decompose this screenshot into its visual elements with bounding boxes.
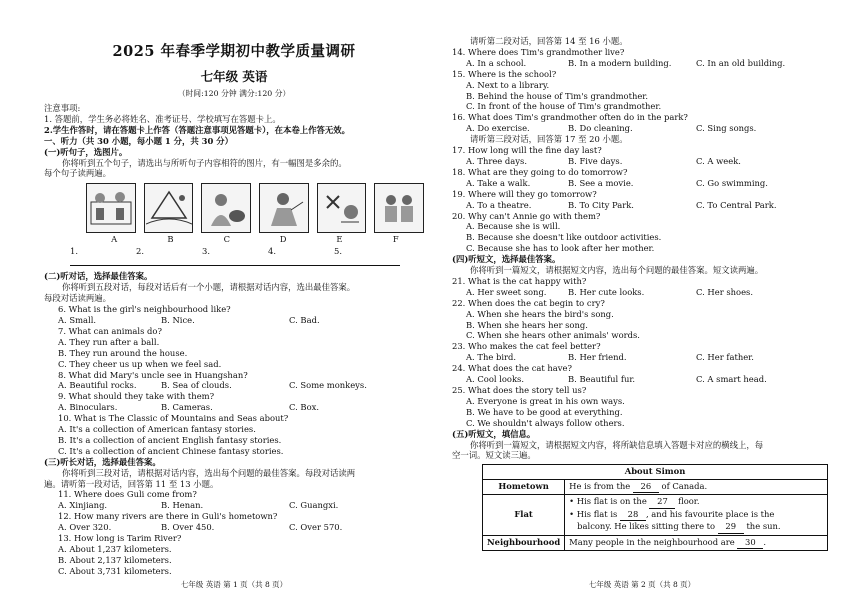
- question-14: 14. Where does Tim's grandmother live?: [452, 46, 625, 57]
- picture-label-c: C: [223, 234, 231, 245]
- q18-option-c: C. Go swimming.: [696, 177, 768, 188]
- q9-option-a: A. Binoculars.: [58, 402, 118, 413]
- q9-option-c: C. Box.: [289, 402, 320, 413]
- q19-option-a: A. To a theatre.: [466, 199, 532, 210]
- note-1: 1. 答题前，学生务必将姓名、准考证号、学校填写在答题卡上。: [44, 113, 281, 124]
- table-row-neighbourhood: [483, 535, 828, 551]
- picture-label-e: E: [336, 234, 343, 245]
- q6-option-a: A. Small.: [58, 314, 97, 325]
- picture-b: [144, 183, 194, 233]
- q6-option-b: B. Nice.: [161, 314, 195, 325]
- footer-right: 七年级 英语 第 2 页（共 8 页）: [588, 580, 696, 589]
- q21-option-a: A. Her sweet song.: [466, 286, 547, 297]
- cell-text: of Canada.: [661, 480, 708, 491]
- q17-option-a: A. Three days.: [466, 155, 527, 166]
- neighbourhood-label: Neighbourhood: [483, 535, 565, 551]
- q6-options: [44, 315, 424, 326]
- blank-line: [268, 257, 334, 266]
- q10-option-b: B. It's a collection of ancient English fantasy stories.: [58, 434, 282, 445]
- question-21: 21. What is the cat happy with?: [452, 275, 587, 286]
- q20-option-b: B. Because she doesn't like outdoor activities.: [466, 232, 662, 243]
- question-6: 6. What is the girl's neighbourhood like?: [58, 304, 231, 315]
- flat-line-1: [569, 496, 823, 509]
- blank-line: [70, 257, 136, 266]
- section2-desc2: 每段对话读两遍。: [44, 293, 111, 304]
- cell-text: balcony. He likes sitting there to: [577, 521, 716, 532]
- question-22: 22. When does the cat begin to cry?: [452, 297, 605, 308]
- q24-option-a: A. Cool looks.: [466, 374, 525, 385]
- q14-option-b: B. In a modern building.: [568, 57, 672, 68]
- picture-e: [317, 183, 367, 233]
- cell-text: He is from the: [569, 480, 631, 491]
- cell-text: • His flat is on the: [569, 496, 647, 507]
- question-7: 7. What can animals do?: [58, 325, 162, 336]
- q12-option-a: A. Over 320.: [58, 522, 112, 533]
- picture-a: [86, 183, 136, 233]
- q10-option-a: A. It's a collection of American fantasy stories.: [58, 424, 256, 435]
- q15-option-b: B. Behind the house of Tim's grandmother.: [466, 90, 649, 101]
- q14-option-a: A. In a school.: [466, 57, 527, 68]
- question-10: 10. What is The Classic of Mountains and Seas about?: [58, 413, 289, 424]
- blank-5: [334, 245, 400, 269]
- blank-number: 5.: [334, 246, 342, 257]
- q12-options: [44, 522, 424, 533]
- q24-option-c: C. A smart head.: [696, 374, 767, 385]
- question-20: 20. Why can't Annie go with them?: [452, 210, 601, 221]
- q8-option-a: A. Beautiful rocks.: [58, 380, 137, 391]
- q24-option-b: B. Beautiful fur.: [568, 374, 636, 385]
- q10-option-c: C. It's a collection of ancient Chinese fantasy stories.: [58, 445, 284, 456]
- question-19: 19. Where will they go tomorrow?: [452, 188, 597, 199]
- q13-option-c: C. About 3,731 kilometers.: [58, 565, 172, 576]
- q19-option-c: C. To Central Park.: [696, 199, 777, 210]
- q7-option-b: B. They run around the house.: [58, 347, 188, 358]
- q24-options: [452, 374, 842, 385]
- q19-option-b: B. To City Park.: [568, 199, 634, 210]
- q9-options: [44, 402, 424, 413]
- flat-label: Flat: [483, 495, 565, 536]
- time-info: （时间:120 分钟 满分:120 分）: [177, 89, 291, 98]
- blank-number: 2.: [136, 246, 144, 257]
- question-9: 9. What should they take with them?: [58, 391, 215, 402]
- flat-line-3: [569, 521, 823, 534]
- q17-options: [452, 156, 842, 167]
- answer-blanks: [70, 245, 424, 269]
- cell-text: • His flat is: [569, 508, 618, 519]
- dialogue2-intro: 请听第二段对话，回答第 14 至 16 小题。: [470, 36, 628, 46]
- q23-option-c: C. Her father.: [696, 352, 754, 363]
- question-17: 17. How long will the fine day last?: [452, 145, 602, 156]
- about-simon-table: [482, 464, 828, 551]
- cell-text: Many people in the neighbourhood are: [569, 536, 735, 547]
- question-23: 23. Who makes the cat feel better?: [452, 341, 601, 352]
- q11-option-a: A. Xinjiang.: [58, 500, 108, 511]
- q15-option-a: A. Next to a library.: [466, 79, 550, 90]
- exam-title: 2025 年春季学期初中教学质量调研: [112, 43, 356, 60]
- q22-option-a: A. When she hears the bird's song.: [466, 308, 614, 319]
- q16-option-c: C. Sing songs.: [696, 123, 757, 134]
- blank-30: 30: [737, 537, 763, 550]
- neighbourhood-cell: [565, 535, 828, 551]
- q18-options: [452, 178, 842, 189]
- q15-option-c: C. In front of the house of Tim's grandmother.: [466, 101, 662, 112]
- question-12: 12. How many rivers are there in Guli's hometown?: [58, 511, 278, 522]
- q22-option-b: B. When she hears her song.: [466, 319, 588, 330]
- right-column: [452, 0, 842, 551]
- section4-desc: 你将听到一篇短文，请根据短文内容，选出每个问题的最佳答案。短文读两遍。: [470, 265, 764, 276]
- q13-option-b: B. About 2,137 kilometers.: [58, 554, 172, 565]
- q21-options: [452, 287, 842, 298]
- section3-desc: 你将听到三段对话，请根据对话内容，选出每个问题的最佳答案。每段对话读两: [62, 467, 356, 478]
- q25-option-b: B. We have to be good at everything.: [466, 406, 623, 417]
- blank-number: 3.: [202, 246, 210, 257]
- question-16: 16. What does Tim's grandmother often do in the park?: [452, 112, 688, 123]
- flat-line-2: [569, 509, 823, 522]
- table-row-flat: [483, 495, 828, 536]
- section5-desc: 你将听到一篇短文，请根据短文内容，将所缺信息填入答题卡对应的横线上，每: [470, 439, 764, 450]
- section3-desc2: 遍。请听第一段对话，回答第 11 至 13 小题。: [44, 478, 219, 489]
- section1-desc: 你将听到五个句子，请选出与所听句子内容相符的图片，有一幅图是多余的。: [62, 157, 347, 168]
- picture-row: [86, 183, 424, 233]
- blank-27: 27: [649, 496, 675, 509]
- picture-label-a: A: [111, 234, 118, 245]
- note-2: 2.学生作答时，请在答题卡上作答（答题注意事项见答题卡），在本卷上作答无效。: [44, 124, 351, 135]
- q11-options: [44, 500, 424, 511]
- picture-f: [374, 183, 424, 233]
- hometown-cell: [565, 479, 828, 495]
- picture-labels: [86, 233, 424, 245]
- q23-option-a: A. The bird.: [466, 352, 517, 363]
- q6-option-c: C. Bad.: [289, 314, 320, 325]
- q18-option-b: B. See a movie.: [568, 177, 634, 188]
- q20-option-a: A. Because she is will.: [466, 221, 561, 232]
- q11-option-b: B. Henan.: [161, 500, 204, 511]
- blank-28: 28: [620, 509, 646, 522]
- q17-option-c: C. A week.: [696, 155, 741, 166]
- q8-option-c: C. Some monkeys.: [289, 380, 367, 391]
- q7-option-c: C. They cheer us up when we feel sad.: [58, 358, 222, 369]
- q21-option-c: C. Her shoes.: [696, 286, 754, 297]
- notes-heading: 注意事项:: [44, 103, 81, 113]
- q7-option-a: A. They run after a ball.: [58, 336, 160, 347]
- blank-3: [202, 245, 268, 269]
- section3-heading: (三)听长对话，选择最佳答案。: [44, 456, 161, 467]
- part1-heading: 一、听力（共 30 小题，每小题 1 分，共 30 分）: [44, 135, 234, 146]
- q14-options: [452, 58, 842, 69]
- blank-line: [136, 257, 202, 266]
- flat-cell: [565, 495, 828, 536]
- footer-left: 七年级 英语 第 1 页（共 8 页）: [180, 580, 288, 589]
- blank-4: [268, 245, 334, 269]
- cell-text: floor.: [678, 496, 700, 507]
- q12-option-c: C. Over 570.: [289, 522, 343, 533]
- blank-line: [334, 257, 400, 266]
- q22-option-c: C. When she hears other animals' words.: [466, 330, 640, 341]
- blank-number: 1.: [70, 246, 78, 257]
- q20-option-c: C. Because she has to look after her mother.: [466, 243, 655, 254]
- question-11: 11. Where does Guli come from?: [58, 489, 197, 500]
- q17-option-b: B. Five days.: [568, 155, 623, 166]
- section2-desc: 你将听到五段对话，每段对话后有一个小题，请根据对话内容，选出最佳答案。: [62, 282, 356, 293]
- q25-option-a: A. Everyone is great in his own ways.: [466, 395, 625, 406]
- question-15: 15. Where is the school?: [452, 68, 557, 79]
- q16-option-b: B. Do cleaning.: [568, 123, 633, 134]
- question-13: 13. How long is Tarim River?: [58, 533, 182, 544]
- question-24: 24. What does the cat have?: [452, 363, 572, 374]
- q21-option-b: B. Her cute looks.: [568, 286, 645, 297]
- picture-label-d: D: [279, 234, 287, 245]
- q19-options: [452, 200, 842, 211]
- dialogue3-intro: 请听第三段对话，回答第 17 至 20 小题。: [470, 134, 628, 145]
- picture-d: [259, 183, 309, 233]
- picture-label-f: F: [392, 234, 399, 245]
- section4-heading: (四)听短文，选择最佳答案。: [452, 254, 561, 265]
- section5-heading: (五)听短文，填信息。: [452, 428, 536, 439]
- table-row-hometown: [483, 479, 828, 495]
- blank-26: 26: [633, 481, 659, 494]
- blank-number: 4.: [268, 246, 276, 257]
- q13-option-a: A. About 1,237 kilometers.: [58, 544, 172, 554]
- q11-option-c: C. Guangxi.: [289, 500, 339, 511]
- blank-29: 29: [718, 521, 744, 534]
- hometown-label: Hometown: [483, 479, 565, 495]
- q12-option-b: B. Over 450.: [161, 522, 215, 533]
- section5-desc2: 空一词。短文读三遍。: [452, 450, 536, 461]
- section1-desc2: 每个句子读两遍。: [44, 168, 111, 179]
- q8-options: [44, 380, 424, 391]
- cell-text: , and his favourite place is the: [645, 508, 775, 519]
- q18-option-a: A. Take a walk.: [466, 177, 531, 188]
- question-25: 25. What does the story tell us?: [452, 385, 587, 395]
- left-column: [44, 0, 424, 577]
- q16-options: [452, 123, 842, 134]
- cell-text: .: [763, 536, 767, 547]
- blank-1: [70, 245, 136, 269]
- q8-option-b: B. Sea of clouds.: [161, 380, 232, 391]
- q25-option-c: C. We shouldn't always follow others.: [466, 417, 625, 428]
- question-8: 8. What did Mary's uncle see in Huangshan?: [58, 369, 248, 380]
- cell-text: the sun.: [746, 521, 781, 532]
- q14-option-c: C. In an old building.: [696, 57, 786, 68]
- q23-option-b: B. Her friend.: [568, 352, 627, 363]
- exam-subtitle: 七年级 英语: [200, 69, 268, 84]
- question-18: 18. What are they going to do tomorrow?: [452, 166, 628, 177]
- blank-line: [202, 257, 268, 266]
- section1-heading: (一)听句子，选图片。: [44, 146, 128, 157]
- picture-label-b: B: [167, 234, 174, 245]
- blank-2: [136, 245, 202, 269]
- section2-heading: (二)听对话，选择最佳答案。: [44, 271, 153, 282]
- q9-option-b: B. Cameras.: [161, 402, 213, 413]
- q16-option-a: A. Do exercise.: [466, 123, 530, 134]
- table-title: About Simon: [483, 465, 828, 480]
- q23-options: [452, 352, 842, 363]
- picture-c: [201, 183, 251, 233]
